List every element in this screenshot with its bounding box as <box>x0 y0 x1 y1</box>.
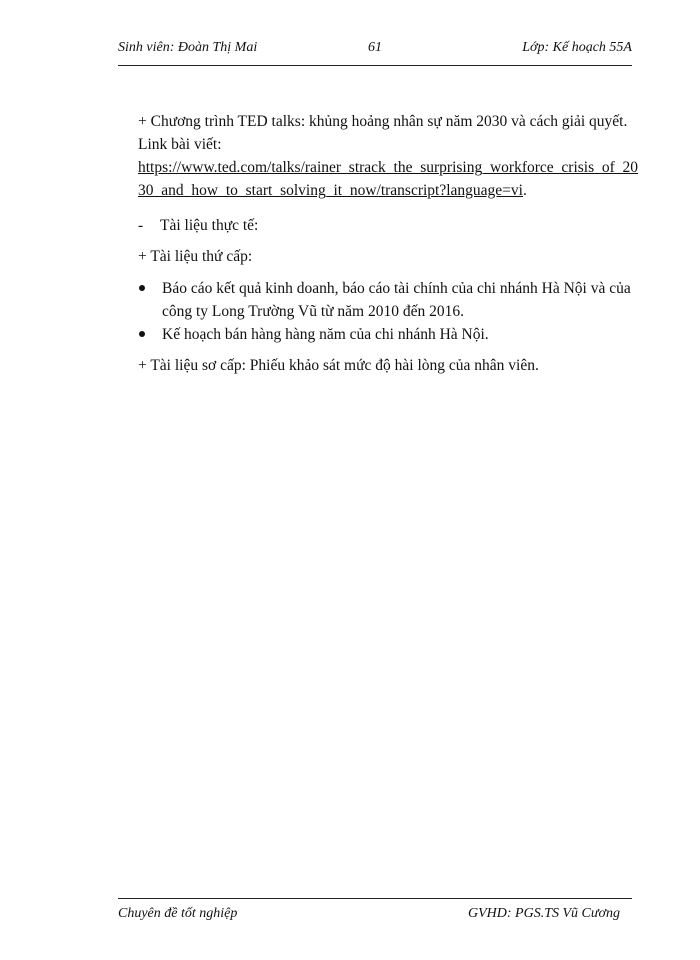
footer-divider <box>118 898 632 899</box>
secondary-heading: + Tài liệu thứ cấp: <box>138 248 253 265</box>
page-body <box>138 110 639 377</box>
header-class: Lớp: Kế hoạch 55A <box>522 40 632 55</box>
page-header <box>118 36 632 60</box>
bullet-list <box>138 277 634 346</box>
header-divider <box>118 65 632 66</box>
dash-marker: - <box>138 217 144 234</box>
list-item-text: Báo cáo kết quả kinh doanh, báo cáo tài chính của chi nhánh Hà Nội và của công ty Long Trường Vũ từ năm 2010 đến 2016. <box>162 280 631 320</box>
ted-line: + Chương trình TED talks: khủng hoảng nhân sự năm 2030 và cách giải quyết. <box>138 113 628 130</box>
list-item-text: Kế hoạch bán hàng hàng năm của chi nhánh Hà Nội. <box>162 326 489 343</box>
header-page-number: 61 <box>368 40 382 55</box>
primary-heading: + Tài liệu sơ cấp: Phiếu khảo sát mức độ hài lòng của nhân viên. <box>138 357 539 374</box>
link-line-1[interactable] <box>138 156 639 179</box>
bullet-icon <box>139 285 145 291</box>
link-line-2[interactable] <box>138 179 634 202</box>
footer-topic: Chuyên đề tốt nghiệp <box>118 906 238 921</box>
page-footer <box>118 904 632 928</box>
link-label: Link bài viết: <box>138 136 222 153</box>
bullet-icon <box>139 331 145 337</box>
list-item <box>138 277 634 323</box>
header-student: Sinh viên: Đoàn Thị Mai <box>118 40 258 55</box>
list-item <box>138 323 634 346</box>
footer-advisor: GVHD: PGS.TS Vũ Cương <box>468 906 620 921</box>
real-docs-text: Tài liệu thực tế: <box>160 217 259 234</box>
ted-link-part2[interactable]: 30_and_how_to_start_solving_it_now/transcript?language=vi <box>138 182 523 199</box>
real-docs-line <box>138 214 634 237</box>
ted-link-part1[interactable]: https://www.ted.com/talks/rainer_strack_the_surprising_workforce_crisis_of_20 <box>138 159 639 176</box>
link-tail: . <box>522 182 527 199</box>
